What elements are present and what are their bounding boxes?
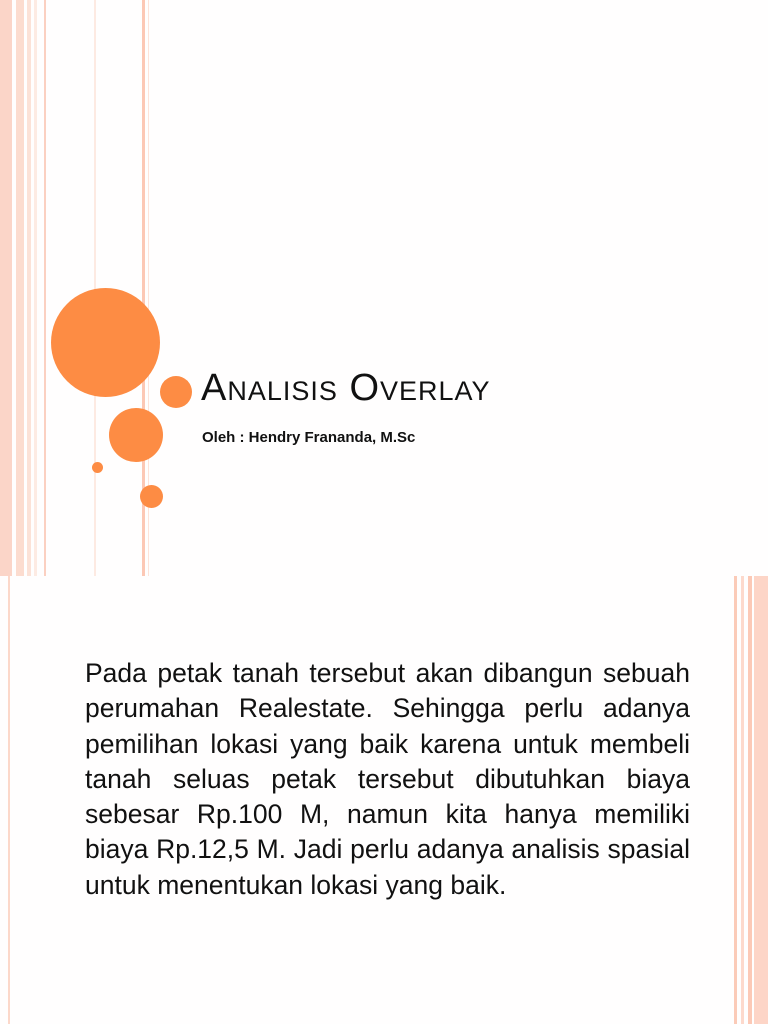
decorative-circle-large <box>51 288 160 397</box>
decorative-stripe <box>34 0 37 576</box>
slide-subtitle: Oleh : Hendry Frananda, M.Sc <box>202 429 416 446</box>
decorative-stripe <box>748 576 752 1024</box>
content-slide <box>0 576 768 1024</box>
decorative-stripe <box>741 576 744 1024</box>
decorative-stripe <box>0 0 12 576</box>
decorative-circle-small <box>160 376 192 408</box>
decorative-circle-tiny <box>140 485 163 508</box>
decorative-circle-dot <box>92 462 103 473</box>
decorative-stripe <box>16 0 24 576</box>
decorative-stripe <box>754 576 768 1024</box>
slide-title: Analisis Overlay <box>201 367 491 409</box>
decorative-stripe <box>27 0 31 576</box>
decorative-stripe <box>44 0 46 576</box>
decorative-stripe <box>8 576 10 1024</box>
decorative-circle-medium <box>109 408 163 462</box>
body-paragraph: Pada petak tanah tersebut akan dibangun sebuah perumahan Realestate. Sehingga perlu adanya pemilihan lokasi yang baik karena untuk membeli tanah seluas petak tersebut dibutuhkan biaya sebesar Rp.100 M, namun kita hanya memiliki biaya Rp.12,5 M. Jadi perlu adanya analisis spasial untuk menentukan lokasi yang baik. <box>85 658 690 900</box>
decorative-stripe <box>734 576 737 1024</box>
